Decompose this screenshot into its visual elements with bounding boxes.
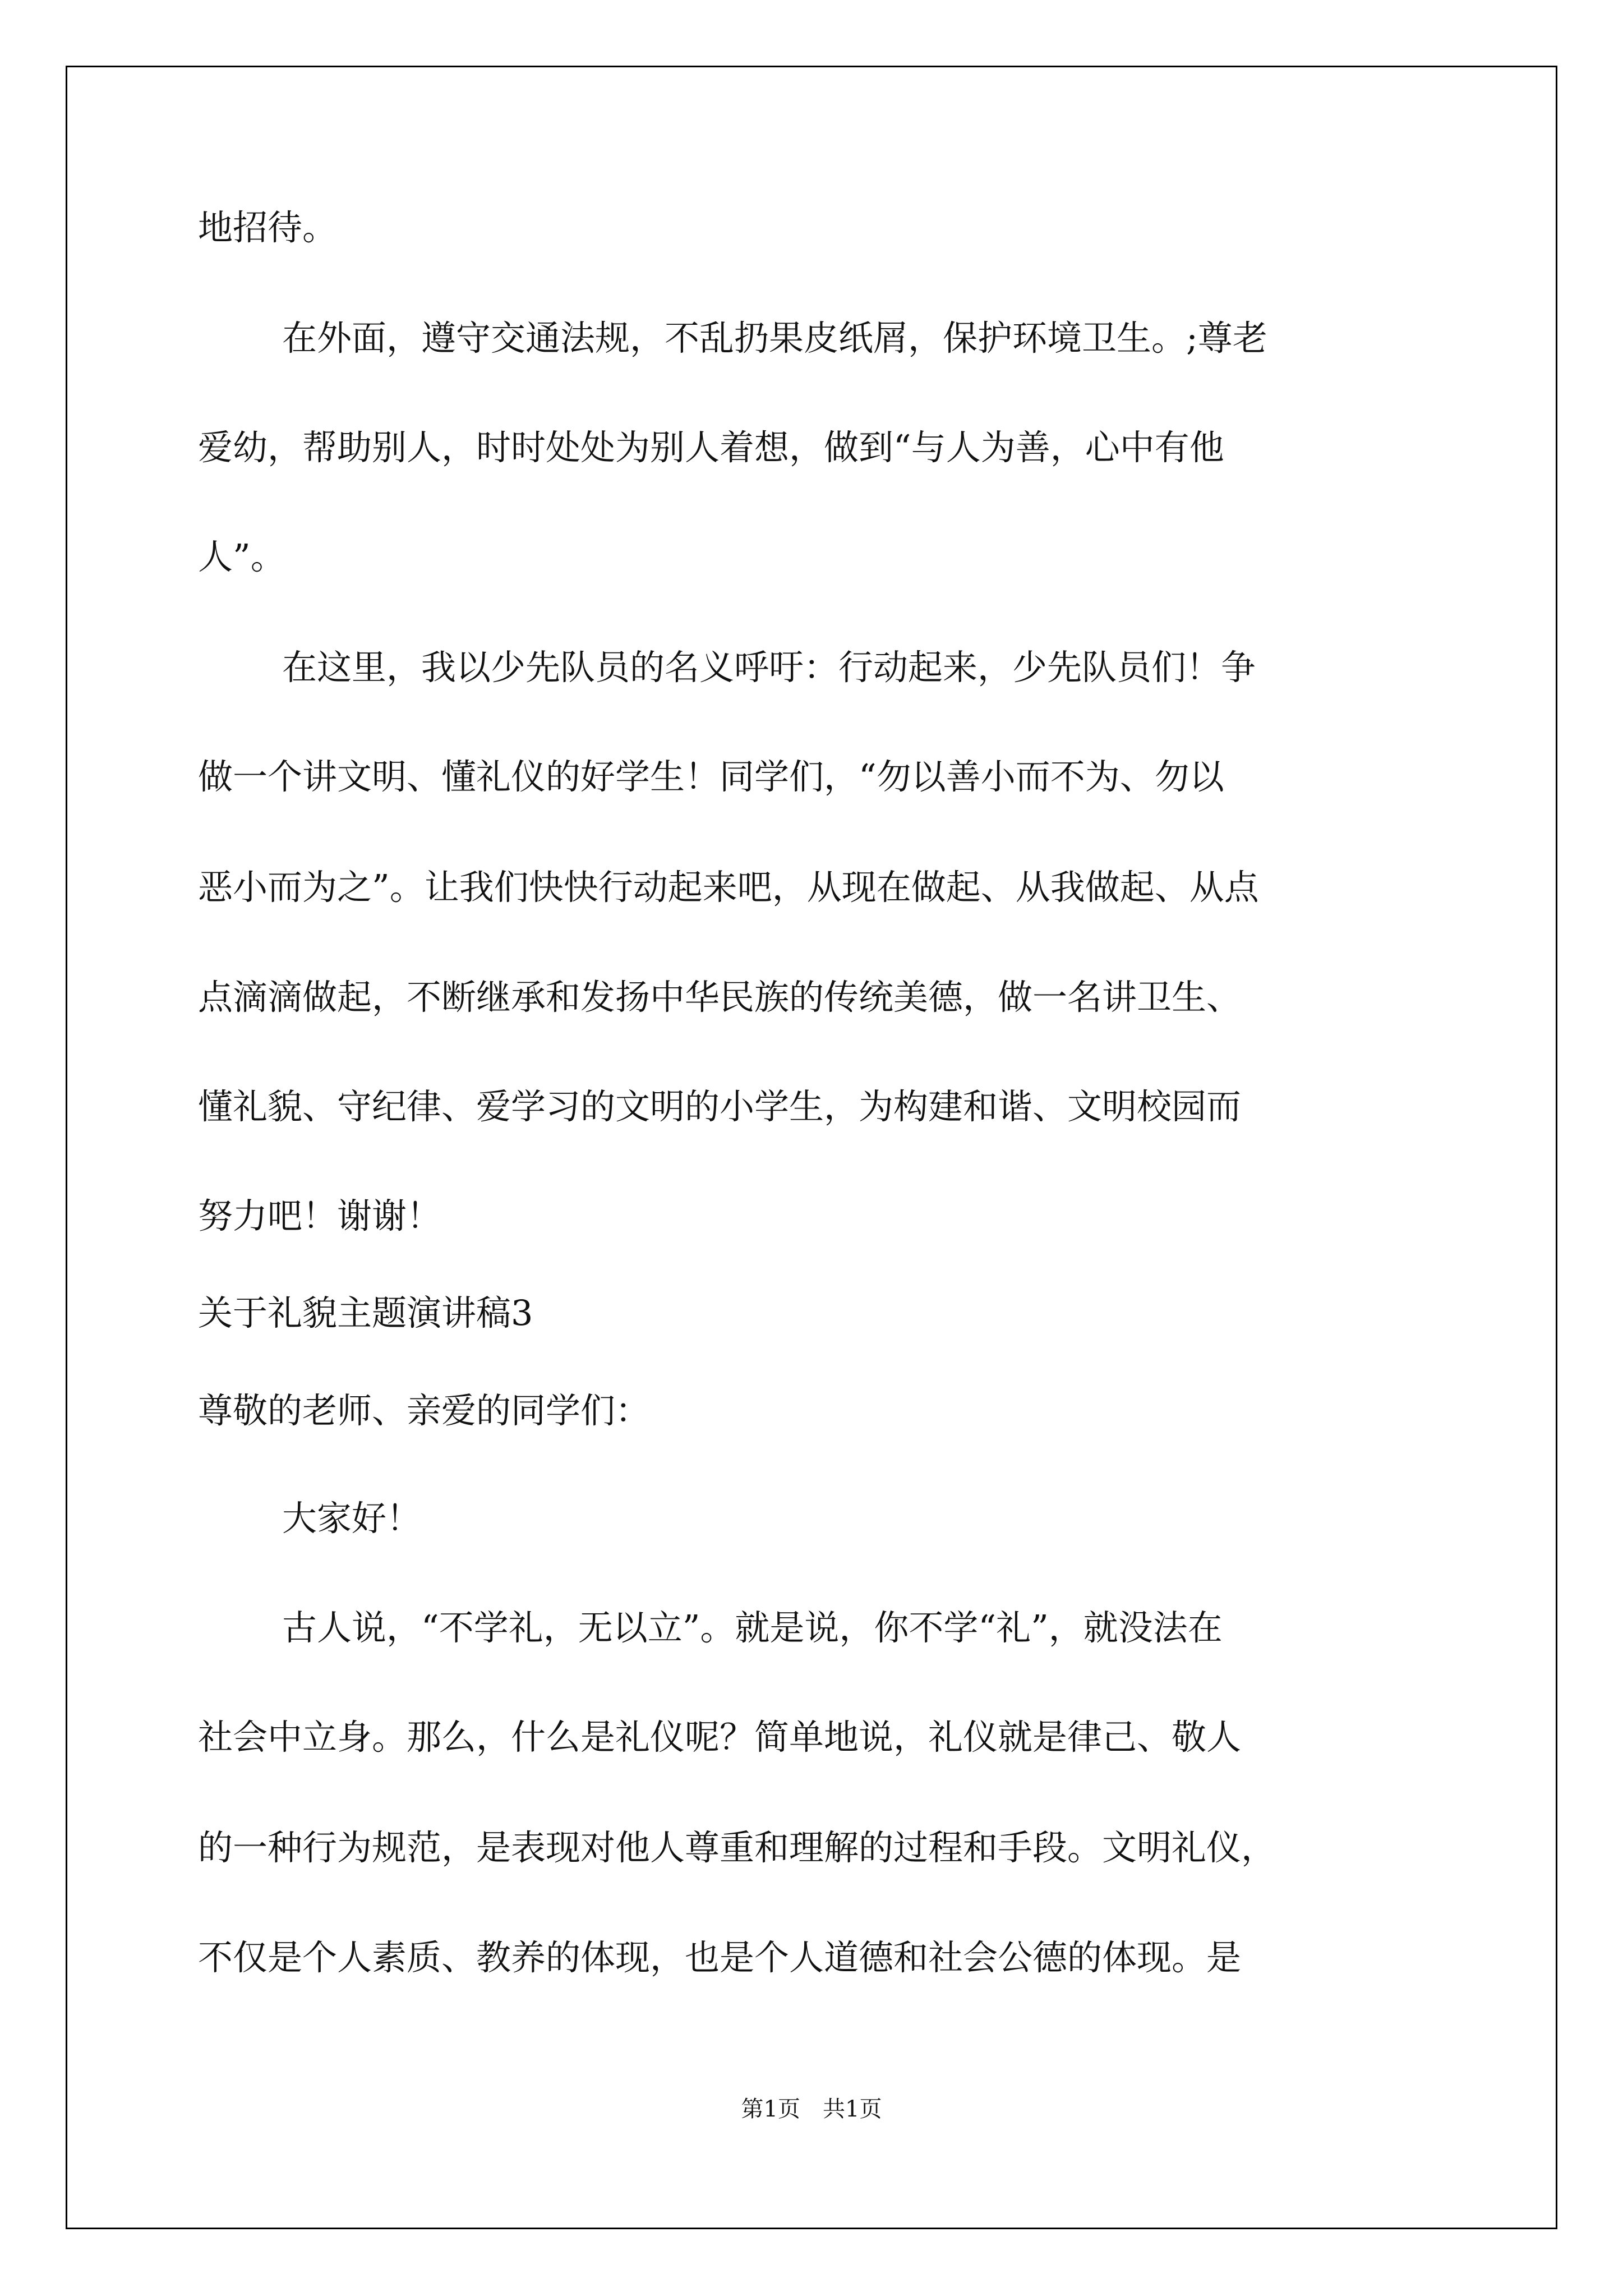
page-border [66,66,1557,2229]
text-line: 的一种行为规范，是表现对他人尊重和理解的过程和手段。文明礼仪， [198,1827,1276,1868]
salutation: 尊敬的老师、亲爱的同学们： [198,1390,651,1431]
section-heading: 关于礼貌主题演讲稿3 [198,1292,533,1333]
text-line: 在外面，遵守交通法规，不乱扔果皮纸屑，保护环境卫生。;尊老 [282,318,1267,358]
text-line: 古人说，“不学礼，无以立”。就是说，你不学“礼”，就没法在 [282,1607,1223,1648]
text-line: 懂礼貌、守纪律、爱学习的文明的小学生，为构建和谐、文明校园而 [198,1086,1242,1127]
text-line: 在这里，我以少先队员的名义呼吁：行动起来，少先队员们！争 [282,647,1256,688]
text-line: 做一个讲文明、懂礼仪的好学生！同学们，“勿以善小而不为、勿以 [198,756,1224,797]
text-line: 点滴滴做起，不断继承和发扬中华民族的传统美德，做一名讲卫生、 [198,977,1242,1018]
page-number-footer: 第1页 共1页 [741,2096,882,2122]
text-line: 社会中立身。那么，什么是礼仪呢？简单地说，礼仪就是律己、敬人 [198,1717,1242,1757]
greeting: 大家好！ [282,1498,422,1539]
text-line: 努力吧！谢谢！ [198,1195,442,1236]
text-line: 人”。 [198,536,285,577]
text-line: 不仅是个人素质、教养的体现，也是个人道德和社会公德的体现。是 [198,1937,1242,1978]
text-line: 爱幼，帮助别人，时时处处为别人着想，做到“与人为善，心中有他 [198,427,1224,468]
text-line: 恶小而为之”。让我们快快行动起来吧，从现在做起、从我做起、从点 [198,867,1259,908]
text-line: 地招待。 [198,207,338,248]
